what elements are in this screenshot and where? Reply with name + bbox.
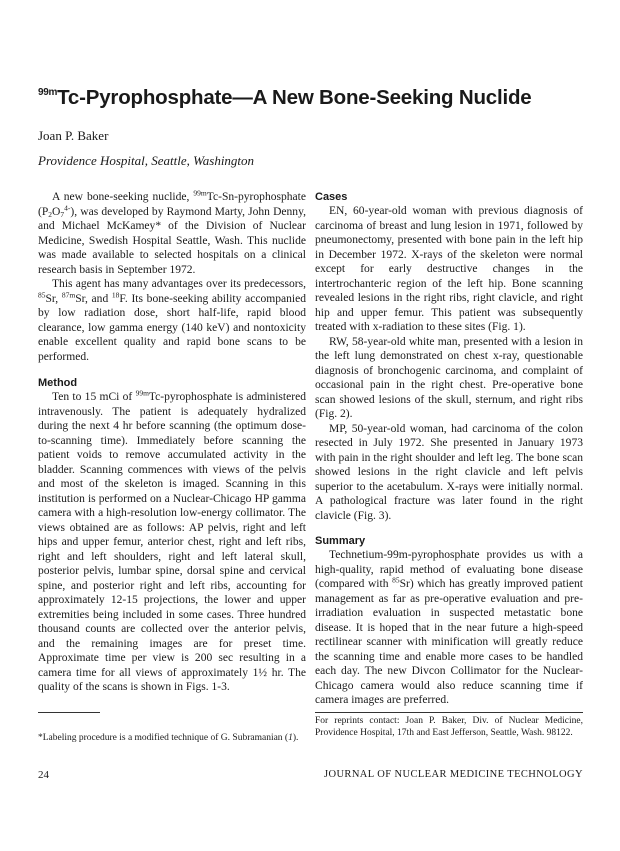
case-paragraph-rw: RW, 58-year-old white man, presented with a lesion in the left lung demonstrated on chest x-ray, questionable diagnosis of bronchogenic carcinoma, and complaint of occasional pain in the right chest. Pre-operative bone scan showed lesions of the skull, sternum, and right ribs (Fig. 2).: [315, 335, 583, 420]
title-isotope-prefix: 99m: [38, 87, 58, 98]
article-title: [38, 86, 598, 110]
intro-paragraph-1: A new bone-seeking nuclide, $^{99m}$Tc-Sn-pyrophosphate $(P_2O_7^{4-})$, was developed by Raymond Marty, John Denny, and Michael McKamey* of the Division of Nuclear Medicine, Swedish Hospital Seattle, Wash. This nuclide was made available to selected hospitals on a clinical research basis in September 1972.: [38, 188, 306, 276]
method-heading: Method: [38, 377, 78, 389]
case-paragraph-en: EN, 60-year-old woman with previous diagnosis of carcinoma of breast and lung lesion in 1971, followed by pneumonectomy, presented with bone pain in the left hip in December 1972. X-rays of the skeleton were normal except for early destructive changes in the intertrochanteric region of the left hip. Bone scanning revealed lesions in the right ribs, right clavicle, and right hip and upper femur. This patient was subsequently treated with x-radiation to these sites (Fig. 1).: [315, 205, 583, 333]
cases-heading: Cases: [315, 191, 348, 203]
case-paragraph-mp: MP, 50-year-old woman, had carcinoma of the colon resected in July 1972. She presented in January 1973 with pain in the right shoulder and left leg. The bone scan showed lesions in the right clavicle and left pelvis superior to the acetabulum. X-rays were initially normal. A pathological fracture was later found in the right clavicle (Fig. 3).: [315, 422, 583, 522]
footnote-rule-right: [315, 712, 583, 713]
method-paragraph: Ten to 15 mCi of $^{99m}$Tc-pyrophosphate is administered intravenously. The patient is adequately hydralized during the next 4 hr before scanning (the optimum dose-to-scanning time). Immediately before scanning the patient voids to remove accumulated activity in the bladder. Scanning commences with views of the pelvis and most of the skeleton is imaged. Scanning in this institution is performed on a Nuclear-Chicago HP gamma camera with a high-resolution low-energy collimator. The views obtained are as follows: AP pelvis, right and left hips and upper femur, anterior chest, right and left ribs, right and left shoulders, right and left lateral skull, posterior pelvis, lumbar spine, dorsal spine and cervical spine, and posterior right and left ribs, accounting for approximately 12-15 projections, the lower and upper extremities being included in some cases. Three hundred thousand counts are collected over the anterior pelvis, and the remaining images are for preset time. Approximate time per view is 200 sec resulting in a camera time for all views of approximately 1½ hr. The quality of the scans is shown in Figs. 1-3.: [38, 388, 306, 693]
author-name: Joan P. Baker: [38, 128, 109, 143]
summary-paragraph: Technetium-99m-pyrophosphate provides us with a high-quality, rapid method of evaluating bone disease (compared with $^{85}$Sr) which has greatly improved patient management as far as pre-operative evaluation and pre-irradiation evaluation in suspected metastatic bone disease. It is hoped that in the near future a high-speed rectilinear scanner with minification will greatly reduce the scanning time and enable more cases to be handled each day. The new Divcon Collimator for the Nuclear-Chicago camera would also reduce scanning time if camera images are preferred.: [315, 549, 584, 706]
summary-heading: Summary: [315, 535, 366, 547]
left-column: [38, 190, 306, 695]
reference-link: 1: [288, 733, 293, 743]
right-column: [315, 190, 583, 708]
footnote-rule-left: [38, 712, 100, 713]
author-affiliation: Providence Hospital, Seattle, Washington: [38, 153, 255, 168]
footnote-labeling: *Labeling procedure is a modified technique of G. Subramanian (1).: [38, 733, 299, 743]
footnote-reprints: For reprints contact: Joan P. Baker, Div. of Nuclear Medicine, Providence Hospital, 17th and East Jefferson, Seattle, Wash. 98122.: [315, 716, 583, 738]
title-text: Tc-Pyrophosphate—A New Bone-Seeking Nuclide: [57, 86, 532, 109]
page-number: 24: [38, 769, 49, 781]
journal-name: JOURNAL OF NUCLEAR MEDICINE TECHNOLOGY: [323, 769, 583, 780]
intro-paragraph-2: This agent has many advantages over its predecessors, $^{85}$Sr, $^{87m}$Sr, and $^{18}$F. Its bone-seeking ability accompanied by low radiation dose, short half-life, rapid blood clearance, low gamma energy (140 keV) and nontoxicity enable excellent quality and rapid bone scans to be performed.: [38, 278, 306, 363]
